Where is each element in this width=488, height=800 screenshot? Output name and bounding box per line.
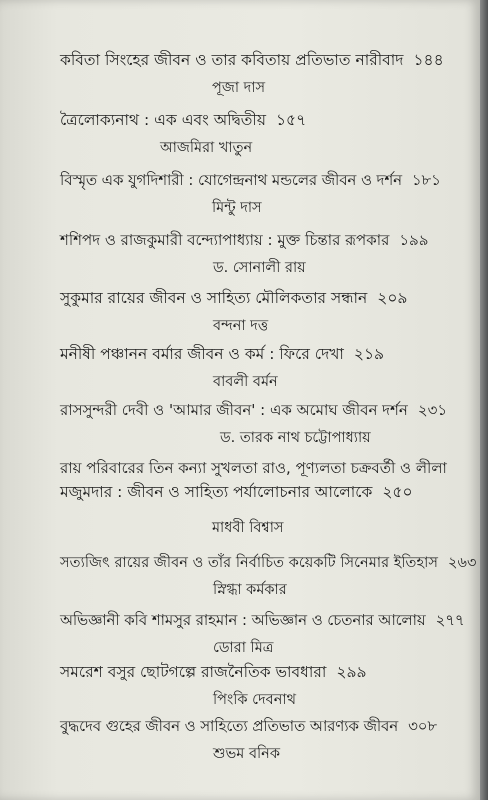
page-edge-shadow (480, 0, 488, 800)
toc-title: সত্যজিৎ রায়ের জীবন ও তাঁর নির্বাচিত কয়েকটি সিনেমার ইতিহাস ২৬৩ (60, 554, 477, 571)
toc-title: সুকুমার রায়ের জীবন ও সাহিত্য মৌলিকতার সন্ধান ২০৯ (60, 289, 408, 307)
toc-author: বাবলী বর্মন (213, 374, 278, 390)
toc-title: বিস্মৃত এক যুগদিশারী : যোগেন্দ্রনাথ মন্ডলের জীবন ও দর্শন ১৮১ (60, 172, 441, 189)
toc-page-number: ২১৯ (353, 345, 385, 363)
toc-title: কবিতা সিংহের জীবন ও তার কবিতায় প্রতিভাত নারীবাদ ১৪৪ (60, 51, 444, 69)
toc-title: মনীষী পঞ্চানন বর্মার জীবন ও কর্ম : ফিরে দেখা ২১৯ (60, 345, 385, 363)
toc-author: স্নিগ্ধা কর্মকার (213, 582, 287, 598)
toc-page-number: ১৪৪ (413, 51, 444, 69)
toc-title: ত্রৈলোক্যনাথ : এক এবং অদ্বিতীয় ১৫৭ (60, 111, 307, 129)
toc-author: মিন্টু দাস (212, 200, 262, 216)
toc-page-number: ২০৯ (377, 289, 408, 307)
toc-page-number: ১৮১ (411, 172, 441, 189)
toc-title: শশিপদ ও রাজকুমারী বন্দ্যোপাধ্যায় : মুক্ত চিন্তার রূপকার ১৯৯ (60, 231, 429, 249)
toc-page-number: ১৯৯ (399, 231, 429, 249)
toc-author: ড. সোনালী রায় (213, 260, 306, 276)
toc-page-number: ২৫০ (382, 483, 413, 501)
toc-page-number: ১৫৭ (275, 111, 307, 129)
toc-author: শুভম বনিক (213, 746, 280, 762)
toc-author: ড. তারক নাথ চট্টোপাধ্যায় (220, 430, 371, 446)
toc-title: রাসসুন্দরী দেবী ও 'আমার জীবন' : এক অমোঘ জীবন দর্শন ২৩১ (60, 401, 448, 419)
toc-page-number: ৩০৮ (408, 718, 437, 735)
toc-title: বুদ্ধদেব গুহের জীবন ও সাহিত্যে প্রতিভাত আরণ্যক জীবন ৩০৮ (60, 718, 437, 735)
toc-author: পূজা দাস (212, 80, 266, 96)
toc-page-number: ২৭৭ (435, 612, 465, 629)
toc-title-continued: মজুমদার : জীবন ও সাহিত্য পর্যালোচনার আলোকে ২৫০ (60, 483, 413, 501)
toc-author: মাধবী বিশ্বাস (212, 520, 284, 536)
toc-title: রায় পরিবারের তিন কন্যা সুখলতা রাও, পূণ্যলতা চক্রবর্তী ও লীলা (60, 459, 447, 477)
toc-page-number: ২৬৩ (448, 554, 477, 571)
toc-title: সমরেশ বসুর ছোটগল্পে রাজনৈতিক ভাবধারা ২৯৯ (60, 663, 367, 681)
toc-author: আজমিরা খাতুন (160, 140, 253, 156)
toc-author: ডোরা মিত্র (213, 640, 274, 656)
toc-page-number: ২৯৯ (336, 663, 367, 681)
toc-author: পিংকি দেবনাথ (213, 692, 296, 708)
toc-author: বন্দনা দত্ত (213, 318, 269, 334)
toc-page-number: ২৩১ (417, 401, 448, 419)
toc-title: অভিজ্ঞানী কবি শামসুর রাহমান : অভিজ্ঞান ও চেতনার আলোয় ২৭৭ (60, 612, 465, 629)
